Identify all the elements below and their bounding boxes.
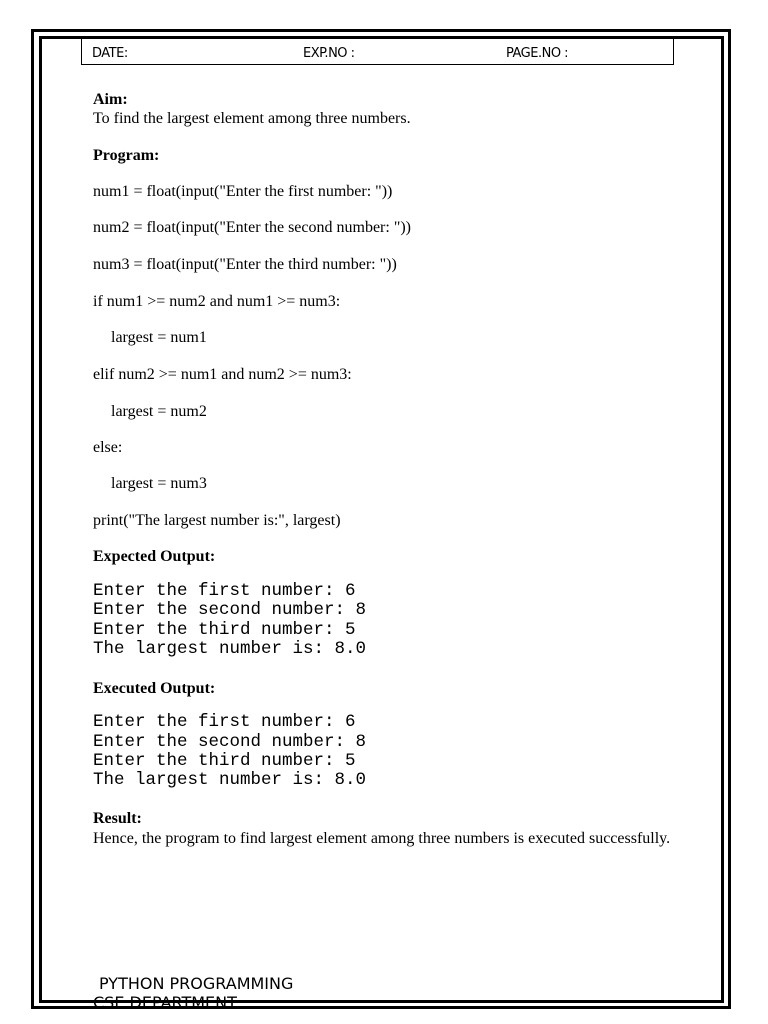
code-line: largest = num2 [111, 403, 207, 420]
footer-subject: PYTHON PROGRAMMING [99, 974, 294, 993]
code-line: else: [93, 439, 123, 456]
page-no-label: PAGE.NO : [506, 46, 569, 61]
footer-department: CSE DEPARTMENT [93, 993, 237, 1012]
output-line: Enter the second number: 8 [93, 732, 367, 752]
output-line: Enter the third number: 5 [93, 751, 356, 771]
output-line: Enter the third number: 5 [93, 620, 356, 640]
code-line: if num1 >= num2 and num1 >= num3: [93, 293, 341, 310]
result-text: Hence, the program to find largest element among three numbers is executed successfully. [93, 830, 671, 847]
output-line: Enter the first number: 6 [93, 581, 356, 601]
exp-no-label: EXP.NO : [303, 46, 355, 61]
date-label: DATE: [92, 46, 128, 61]
header-bar [81, 38, 674, 65]
code-line: print("The largest number is:", largest) [93, 512, 341, 529]
executed-output-heading: Executed Output: [93, 680, 216, 697]
output-line: The largest number is: 8.0 [93, 770, 367, 790]
expected-output-heading: Expected Output: [93, 548, 216, 565]
code-line: num2 = float(input("Enter the second number: ")) [93, 219, 411, 236]
code-line: num1 = float(input("Enter the first number: ")) [93, 183, 393, 200]
aim-heading: Aim: [93, 91, 128, 108]
output-line: Enter the second number: 8 [93, 600, 367, 620]
code-line: largest = num1 [111, 329, 207, 346]
aim-text: To find the largest element among three numbers. [93, 110, 411, 127]
program-heading: Program: [93, 147, 160, 164]
result-heading: Result: [93, 810, 142, 827]
output-line: The largest number is: 8.0 [93, 639, 367, 659]
code-line: num3 = float(input("Enter the third number: ")) [93, 256, 397, 273]
output-line: Enter the first number: 6 [93, 712, 356, 732]
code-line: elif num2 >= num1 and num2 >= num3: [93, 366, 352, 383]
code-line: largest = num3 [111, 475, 207, 492]
